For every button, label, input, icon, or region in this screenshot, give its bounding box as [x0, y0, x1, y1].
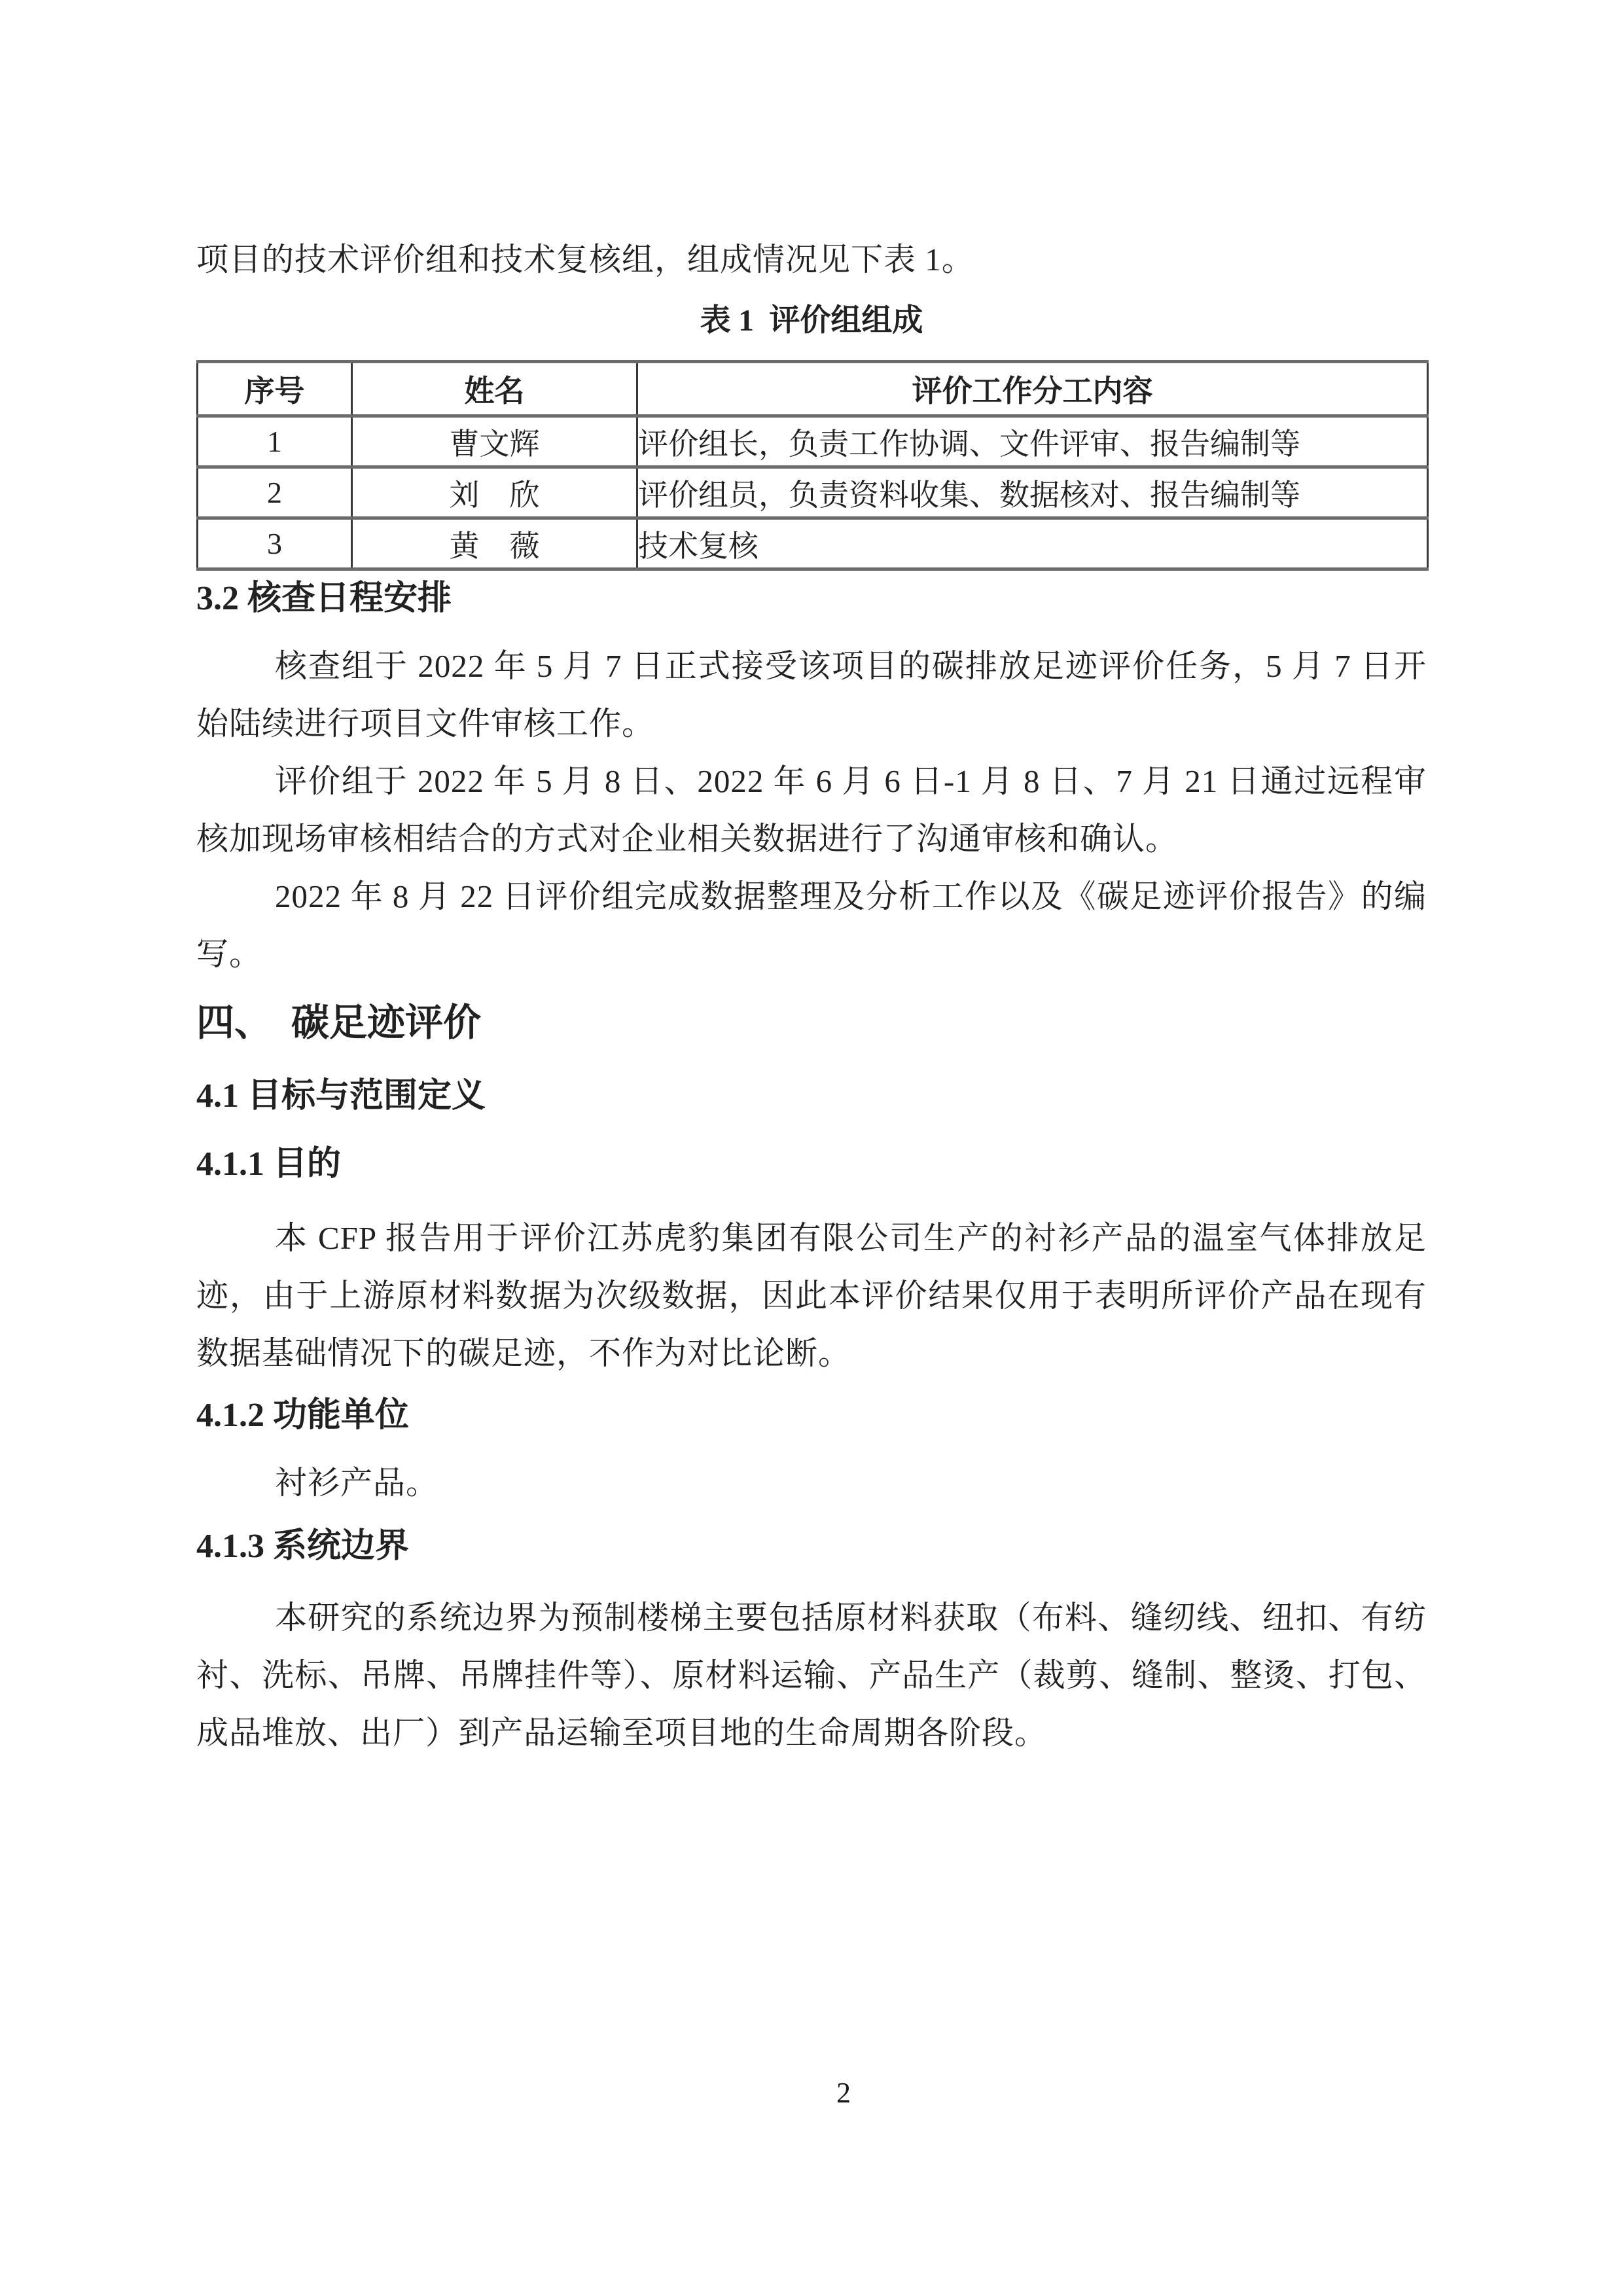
section-3-2-paragraph-3: 2022 年 8 月 22 日评价组完成数据整理及分析工作以及《碳足迹评价报告》的编写。: [196, 878, 1427, 972]
row-duty: 技术复核: [637, 518, 1428, 569]
table-row: [198, 416, 1428, 467]
section-4-1-2-paragraph: 衬衫产品。: [275, 1465, 439, 1501]
table-header-duty: 评价工作分工内容: [637, 362, 1428, 416]
row-name: 黄 薇: [352, 518, 637, 569]
section-3-2-paragraph-1: 核查组于 2022 年 5 月 7 日正式接受该项目的碳排放足迹评价任务，5 月 7 日开始陆续进行项目文件审核工作。: [196, 648, 1427, 742]
section-4-1-2-heading: 4.1.2 功能单位: [196, 1397, 410, 1434]
evaluation-team-table: [196, 360, 1429, 571]
page-content: [196, 231, 1427, 1762]
section-4-1-heading: 4.1 目标与范围定义: [196, 1077, 486, 1115]
section-4-1-1-heading: 4.1.1 目的: [196, 1145, 342, 1183]
row-name: 曹文辉: [352, 416, 637, 467]
table-header-row: [198, 362, 1428, 416]
table-row: [198, 518, 1428, 569]
page-number: 2: [836, 2077, 851, 2109]
table-caption: 表 1 评价组组成: [700, 304, 923, 338]
row-no: 1: [198, 416, 352, 467]
intro-paragraph: 项目的技术评价组和技术复核组，组成情况见下表 1。: [196, 242, 974, 278]
table-header-name: 姓名: [352, 362, 637, 416]
row-no: 3: [198, 518, 352, 569]
row-duty: 评价组长，负责工作协调、文件评审、报告编制等: [637, 416, 1428, 467]
section-4-1-3-heading: 4.1.3 系统边界: [196, 1528, 410, 1565]
row-name: 刘 欣: [352, 467, 637, 518]
row-duty: 评价组员，负责资料收集、数据核对、报告编制等: [637, 467, 1428, 518]
section-4-heading: 四、 碳足迹评价: [196, 1001, 482, 1044]
row-no: 2: [198, 467, 352, 518]
table-header-no: 序号: [198, 362, 352, 416]
section-4-1-3-paragraph: 本研究的系统边界为预制楼梯主要包括原材料获取（布料、缝纫线、纽扣、有纺衬、洗标、吊牌、吊牌挂件等）、原材料运输、产品生产（裁剪、缝制、整烫、打包、成品堆放、出厂）到产品运输至项目地的生命周期各阶段。: [196, 1600, 1427, 1751]
section-3-2-heading: 3.2 核查日程安排: [196, 580, 452, 617]
section-3-2-paragraph-2: 评价组于 2022 年 5 月 8 日、2022 年 6 月 6 日-1 月 8 日、7 月 21 日通过远程审核加现场审核相结合的方式对企业相关数据进行了沟通审核和确认。: [196, 763, 1427, 857]
table-row: [198, 467, 1428, 518]
section-4-1-1-paragraph: 本 CFP 报告用于评价江苏虎豹集团有限公司生产的衬衫产品的温室气体排放足迹，由于上游原材料数据为次级数据，因此本评价结果仅用于表明所评价产品在现有数据基础情况下的碳足迹，不作为对比论断。: [196, 1220, 1427, 1371]
